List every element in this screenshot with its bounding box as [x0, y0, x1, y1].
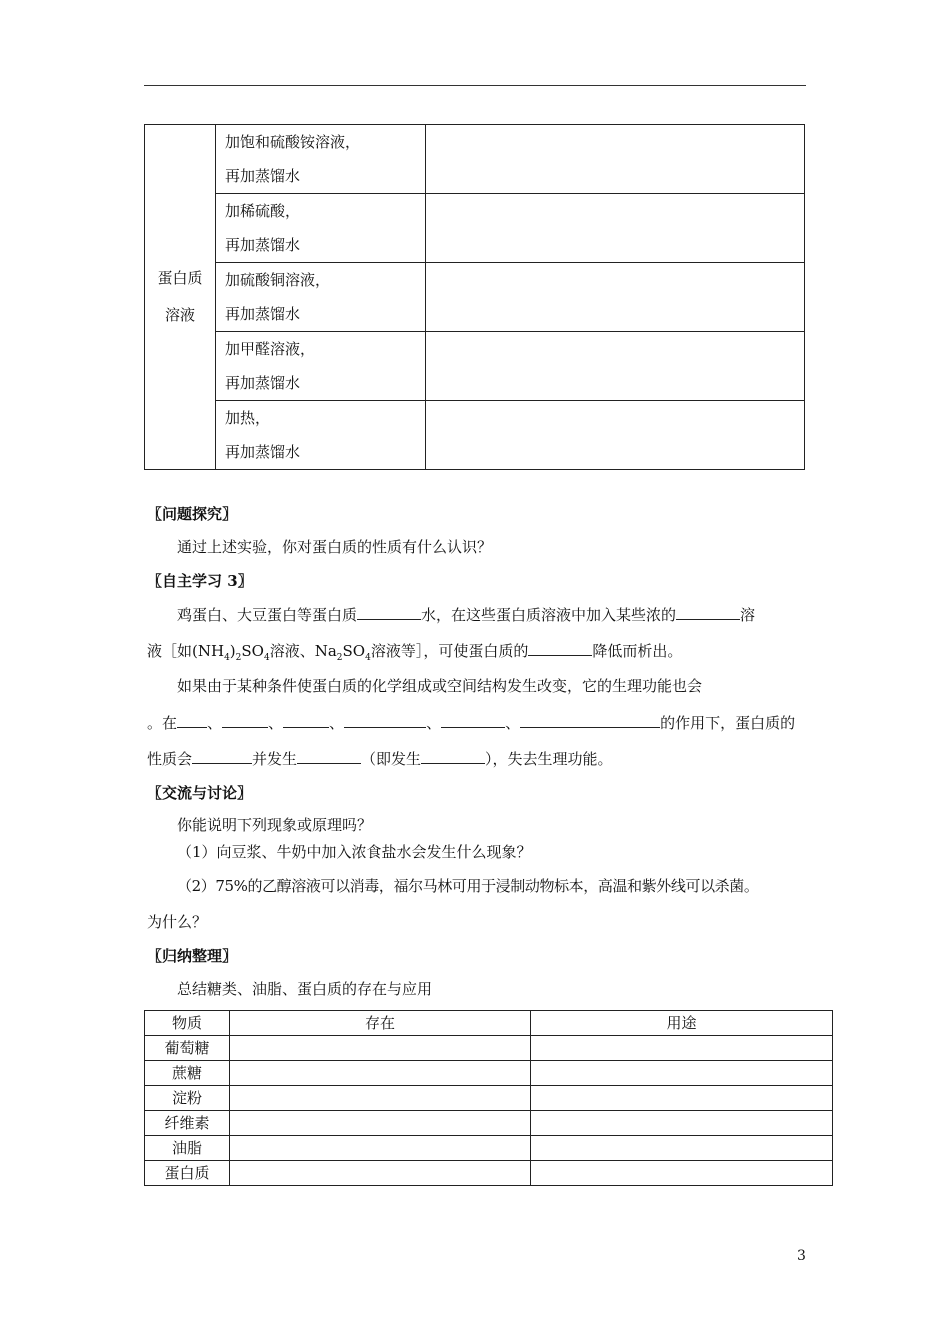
summary-table	[144, 1010, 833, 1186]
subject-line-1: 蛋白质	[157, 269, 203, 287]
existence-cell[interactable]	[230, 1136, 531, 1161]
self-study-paragraph-2: 如果由于某种条件使蛋白质的化学组成或空间结构发生改变，它的生理功能也会	[177, 677, 703, 695]
substance-cell: 蔗糖	[145, 1061, 230, 1086]
condition-line: 再加蒸馏水	[225, 305, 301, 323]
header-rule	[144, 85, 806, 86]
blank[interactable]	[283, 713, 329, 728]
condition-line: 再加蒸馏水	[225, 236, 301, 254]
self-study-paragraph-2-cont: 。在 、 、 、 、 、 的作用下，蛋白质的	[147, 714, 796, 732]
section-heading-discussion: 〖交流与讨论〗	[147, 784, 253, 802]
page-number: 3	[797, 1248, 806, 1264]
substance-cell: 蛋白质	[145, 1161, 230, 1186]
usage-cell[interactable]	[531, 1086, 833, 1111]
header-cell: 物质	[145, 1011, 230, 1036]
self-study-paragraph-1: 鸡蛋白、大豆蛋白等蛋白质 水，在这些蛋白质溶液中加入某些浓的 溶	[177, 606, 756, 624]
existence-cell[interactable]	[230, 1061, 531, 1086]
condition-cell	[216, 125, 426, 194]
section-heading-inquiry: 〖问题探究〗	[147, 505, 238, 523]
substance-cell: 淀粉	[145, 1086, 230, 1111]
condition-cell	[216, 332, 426, 401]
section-heading-summary: 〖归纳整理〗	[147, 947, 238, 965]
condition-line: 加稀硫酸，	[225, 202, 301, 220]
substance-cell: 纤维素	[145, 1111, 230, 1136]
header-cell: 存在	[230, 1011, 531, 1036]
condition-cell	[216, 263, 426, 332]
observation-cell[interactable]	[426, 194, 805, 263]
usage-cell[interactable]	[531, 1111, 833, 1136]
condition-cell	[216, 194, 426, 263]
subject-line-2: 溶液	[164, 306, 195, 324]
observation-cell[interactable]	[426, 332, 805, 401]
self-study-paragraph-2-end: 性质会 并发生 （即发生 ），失去生理功能。	[147, 750, 613, 768]
blank[interactable]	[676, 605, 740, 620]
blank[interactable]	[192, 749, 252, 764]
blank[interactable]	[421, 749, 485, 764]
existence-cell[interactable]	[230, 1111, 531, 1136]
blank[interactable]	[520, 713, 660, 728]
condition-line: 再加蒸馏水	[225, 443, 301, 461]
substance-cell: 葡萄糖	[145, 1036, 230, 1061]
existence-cell[interactable]	[230, 1161, 531, 1186]
self-study-paragraph-1-cont: 液［如$(NH_4)_2SO_4$溶液、$Na_2SO_4$溶液等］，可使蛋白质的 降低而析出。	[147, 642, 683, 663]
condition-line: 再加蒸馏水	[225, 374, 301, 392]
blank[interactable]	[441, 713, 505, 728]
usage-cell[interactable]	[531, 1161, 833, 1186]
section-heading-self-study: 〖自主学习 3〗	[147, 572, 253, 590]
condition-line: 加饱和硫酸铵溶液，	[225, 133, 361, 151]
observation-cell[interactable]	[426, 263, 805, 332]
summary-intro: 总结糖类、油脂、蛋白质的存在与应用	[177, 980, 433, 998]
observation-cell[interactable]	[426, 125, 805, 194]
substance-cell: 油脂	[145, 1136, 230, 1161]
discussion-question-1: （1）向豆浆、牛奶中加入浓食盐水会发生什么现象？	[177, 843, 532, 861]
blank[interactable]	[177, 713, 207, 728]
observation-cell[interactable]	[426, 401, 805, 470]
blank[interactable]	[297, 749, 361, 764]
condition-line: 加甲醛溶液，	[225, 340, 316, 358]
blank[interactable]	[344, 713, 426, 728]
existence-cell[interactable]	[230, 1036, 531, 1061]
blank[interactable]	[528, 641, 592, 656]
inquiry-question: 通过上述实验，你对蛋白质的性质有什么认识？	[177, 538, 493, 556]
existence-cell[interactable]	[230, 1086, 531, 1111]
discussion-question-2-cont: 为什么？	[147, 913, 208, 931]
blank[interactable]	[357, 605, 421, 620]
condition-line: 再加蒸馏水	[225, 167, 301, 185]
condition-line: 加热，	[225, 409, 271, 427]
discussion-intro: 你能说明下列现象或原理吗？	[177, 816, 373, 834]
usage-cell[interactable]	[531, 1061, 833, 1086]
condition-line: 加硫酸铜溶液，	[225, 271, 331, 289]
blank[interactable]	[222, 713, 268, 728]
subject-cell	[145, 125, 216, 470]
usage-cell[interactable]	[531, 1136, 833, 1161]
experiment-table	[144, 124, 805, 470]
usage-cell[interactable]	[531, 1036, 833, 1061]
condition-cell	[216, 401, 426, 470]
header-cell: 用途	[531, 1011, 833, 1036]
discussion-question-2: （2）75%的乙醇溶液可以消毒，福尔马林可用于浸制动物标本，高温和紫外线可以杀菌。	[177, 877, 759, 895]
